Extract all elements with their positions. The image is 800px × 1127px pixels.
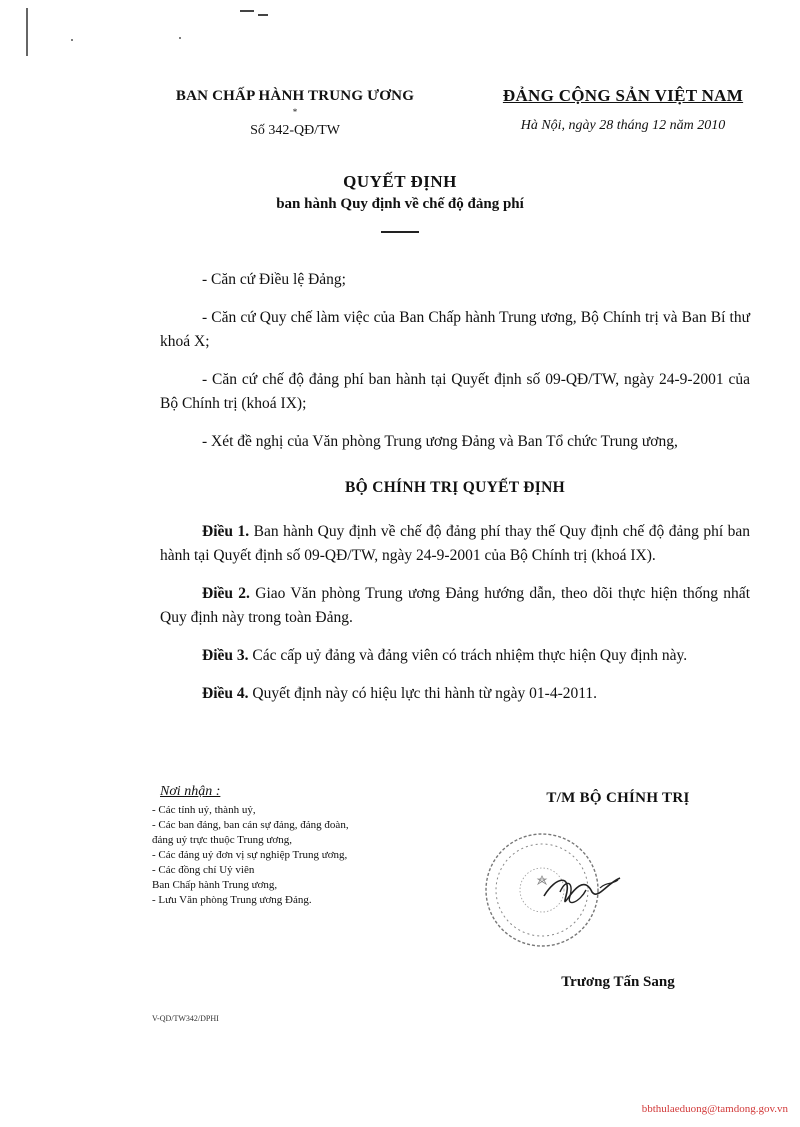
issuer-star: * [292,107,298,117]
issuer-name: BAN CHẤP HÀNH TRUNG ƯƠNG [175,88,415,104]
scan-marks [0,0,800,60]
article [160,582,750,630]
article [160,682,750,706]
article-label: Điều 2. [202,585,250,602]
issuer-block [140,88,450,139]
official-seal [480,826,630,954]
recipient-line: - Các tỉnh uỷ, thành uỷ, [152,804,256,816]
recipient-line: - Lưu Văn phòng Trung ương Đảng. [152,894,312,906]
document-title [0,172,800,233]
recipient-line: - Các đảng uỷ đơn vị sự nghiệp Trung ương, [152,849,348,861]
article-text: Các cấp uỷ đảng và đảng viên có trách nhiệm thực hiện Quy định này. [248,647,688,664]
decision-heading: BỘ CHÍNH TRỊ QUYẾT ĐỊNH [345,479,565,496]
article-text: Giao Văn phòng Trung ương Đảng hướng dẫn, theo dõi thực hiện thống nhất Quy định này trong toàn Đảng. [160,585,750,626]
document-body [160,268,750,720]
recipient-line: - Các ban đảng, ban cán sự đảng, đảng đoàn, [152,819,349,831]
title-rule [381,231,419,233]
title-main: QUYẾT ĐỊNH [343,172,457,191]
preamble-item: - Xét đề nghị của Văn phòng Trung ương Đảng và Ban Tổ chức Trung ương, [202,433,678,450]
preamble-item: - Căn cứ chế độ đảng phí ban hành tại Quyết định số 09-QĐ/TW, ngày 24-9-2001 của Bộ Chính trị (khoá IX); [160,371,750,412]
article-label: Điều 3. [202,647,249,664]
document-number: Số 342-QĐ/TW [250,123,340,138]
title-sub: ban hành Quy định về chế độ đảng phí [276,196,524,212]
signature-block [478,790,758,807]
article-text: Ban hành Quy định về chế độ đảng phí thay thế Quy định chế độ đảng phí ban hành tại Quyết định số 09-QĐ/TW, ngày 24-9-2001 của Bộ Chính trị (khoá IX). [160,523,751,564]
document-date: Hà Nội, ngày 28 tháng 12 năm 2010 [520,118,726,133]
article-label: Điều 4. [202,685,249,702]
preamble-item: - Căn cứ Quy chế làm việc của Ban Chấp hành Trung ương, Bộ Chính trị và Ban Bí thư khoá X; [160,309,750,350]
article-label: Điều 1. [202,523,250,540]
signer-name: Trương Tấn Sang [561,974,675,990]
signer-role: T/M BỘ CHÍNH TRỊ [546,790,690,806]
article [160,644,750,668]
article-text: Quyết định này có hiệu lực thi hành từ ngày 01-4-2011. [248,685,598,702]
party-block [478,86,768,134]
source-watermark: bbthulaeduong@tamdong.gov.vn [641,1103,788,1115]
recipients-label: Nơi nhận : [160,784,221,799]
recipients-block [152,784,452,908]
recipient-line: đảng uỷ trực thuộc Trung ương, [152,834,292,846]
article [160,520,750,568]
preamble-item: - Căn cứ Điều lệ Đảng; [202,271,346,288]
document-code: V-QD/TW342/DPHI [152,1014,219,1023]
party-name: ĐẢNG CỘNG SẢN VIỆT NAM [502,86,744,105]
recipient-line: - Các đồng chí Uỷ viên [152,864,255,876]
recipient-line: Ban Chấp hành Trung ương, [152,879,278,891]
